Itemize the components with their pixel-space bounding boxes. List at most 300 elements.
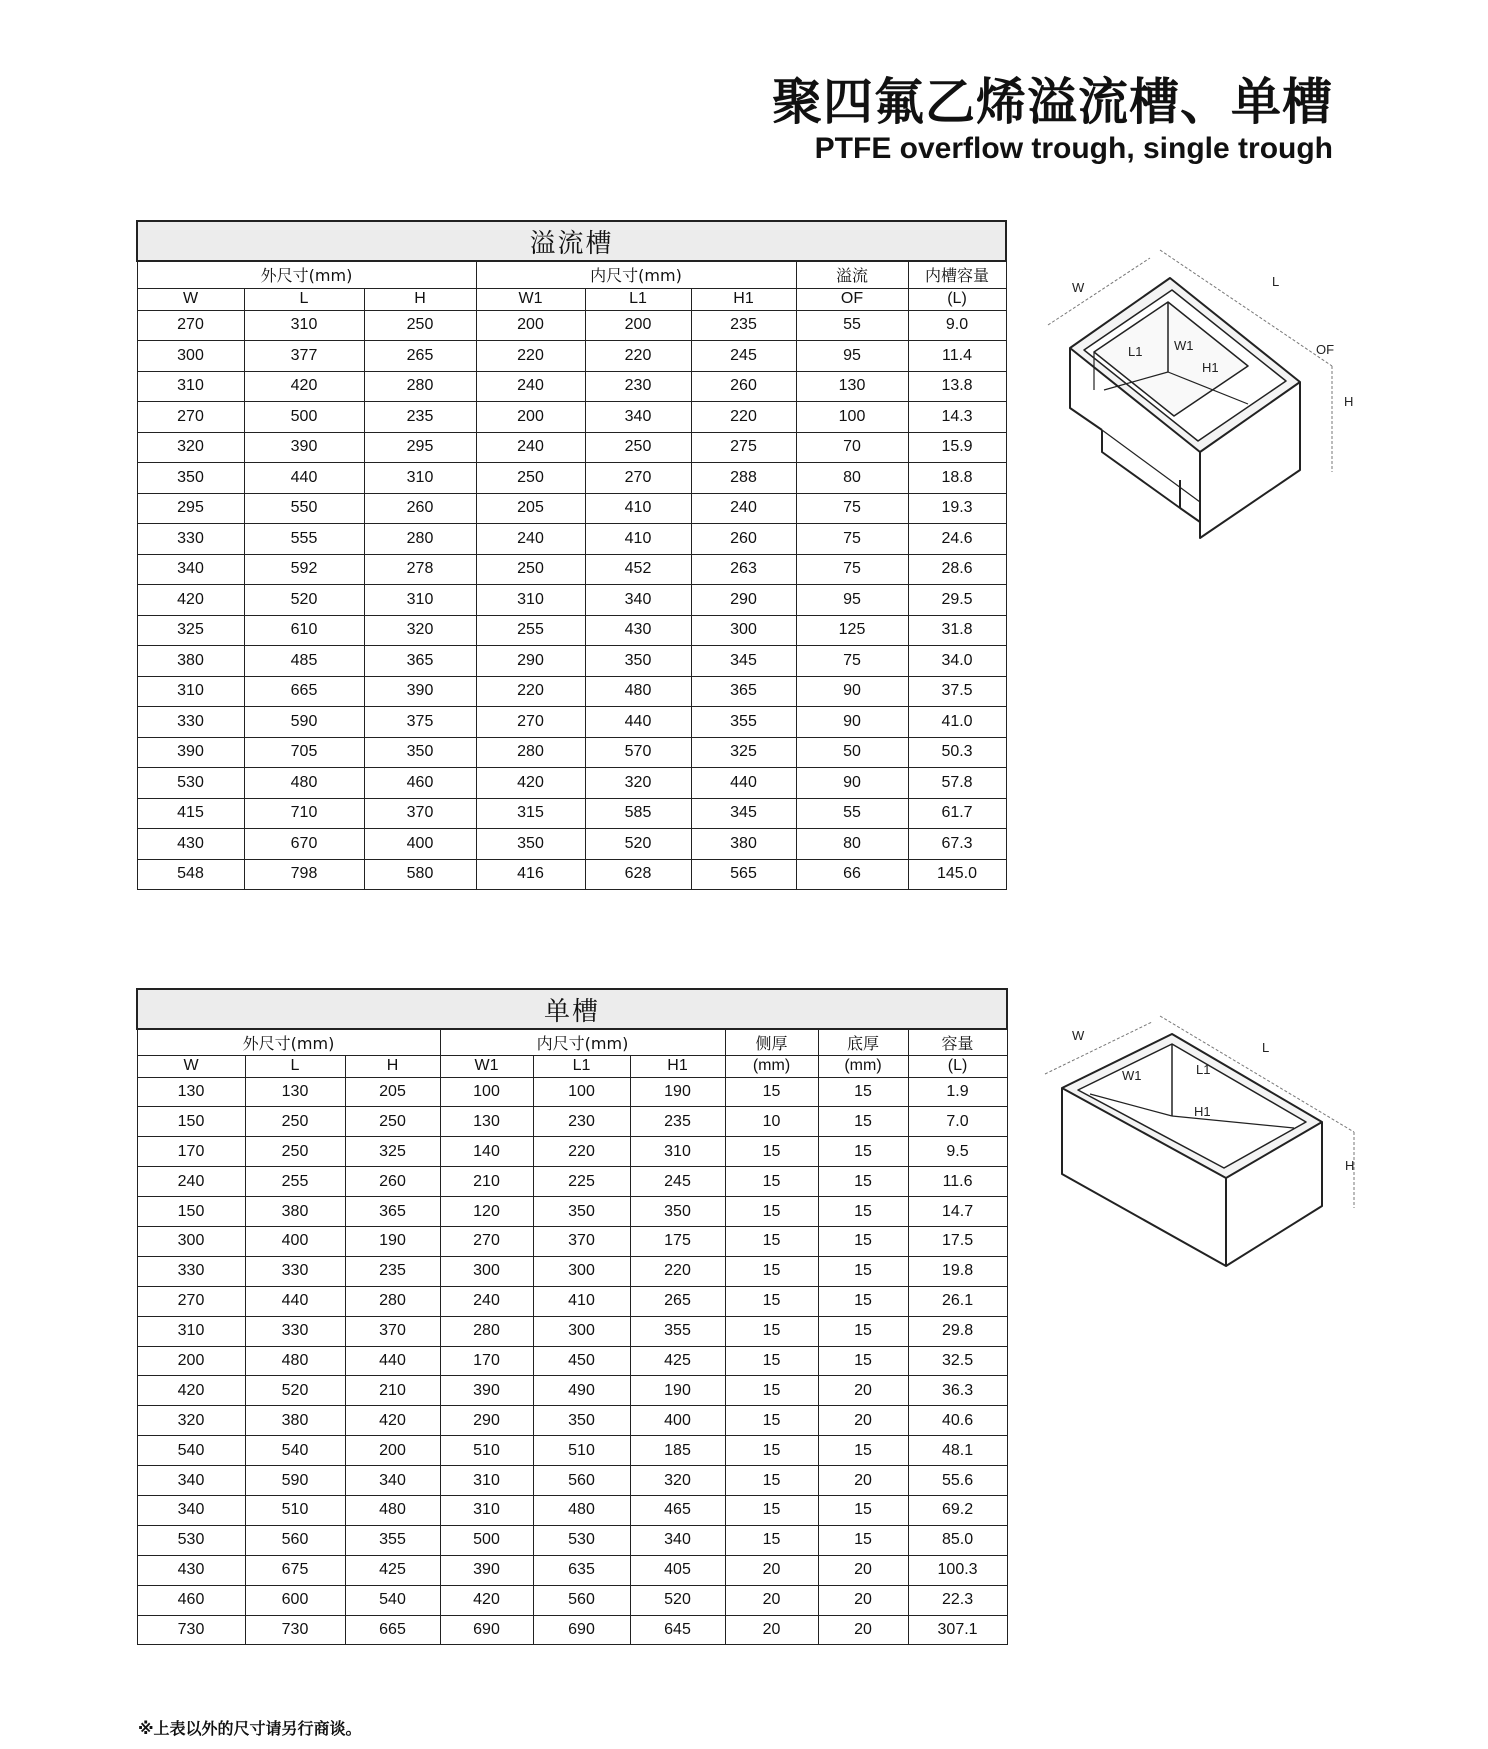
table-cell: 130	[137, 1077, 245, 1107]
table-cell: 20	[725, 1555, 818, 1585]
table-cell: 240	[476, 432, 585, 463]
table-cell: 15	[725, 1167, 818, 1197]
table-cell: 70	[796, 432, 908, 463]
table-cell: 670	[244, 829, 364, 860]
column-header-row	[137, 288, 1006, 310]
table-cell: 15	[818, 1107, 908, 1137]
table-cell: 340	[137, 554, 244, 585]
table-cell: 350	[476, 829, 585, 860]
table-cell: 20	[818, 1555, 908, 1585]
table-cell: 270	[585, 463, 691, 494]
table-cell: 250	[345, 1107, 440, 1137]
table-cell: 100	[796, 402, 908, 433]
table-cell: 235	[345, 1256, 440, 1286]
group-header-row	[137, 1029, 1007, 1055]
table-cell: 290	[691, 585, 796, 616]
table-cell: 130	[796, 371, 908, 402]
table-cell: 530	[533, 1525, 630, 1555]
table-cell: 340	[630, 1525, 725, 1555]
table-cell: 85.0	[908, 1525, 1007, 1555]
table-cell: 17.5	[908, 1226, 1007, 1256]
table-cell: 280	[440, 1316, 533, 1346]
table-cell: 10	[725, 1107, 818, 1137]
table-cell: 400	[630, 1406, 725, 1436]
table-cell: 190	[630, 1077, 725, 1107]
table-cell: 20	[725, 1585, 818, 1615]
diagram-label-w1: W1	[1174, 338, 1194, 353]
table-cell: 190	[345, 1226, 440, 1256]
table-cell: 585	[585, 798, 691, 829]
table-cell: 170	[440, 1346, 533, 1376]
group-header-row	[137, 261, 1006, 288]
table-cell: 288	[691, 463, 796, 494]
table-cell: 355	[345, 1525, 440, 1555]
table-cell: 15	[818, 1495, 908, 1525]
table-cell: 350	[630, 1197, 725, 1227]
table-cell: 235	[630, 1107, 725, 1137]
table-cell: 710	[244, 798, 364, 829]
table-cell: 14.3	[908, 402, 1006, 433]
column-header: H	[364, 288, 476, 310]
table-cell: 330	[137, 1256, 245, 1286]
table-cell: 185	[630, 1436, 725, 1466]
table-cell: 540	[345, 1585, 440, 1615]
table-cell: 370	[533, 1226, 630, 1256]
table-cell: 210	[345, 1376, 440, 1406]
group-header-inner: 内尺寸(mm)	[476, 261, 796, 288]
table-cell: 425	[345, 1555, 440, 1585]
table-row	[137, 1615, 1007, 1645]
page-title-cn: 聚四氟乙烯溢流槽、单槽	[772, 73, 1333, 131]
table-cell: 245	[691, 341, 796, 372]
table-row	[137, 1346, 1007, 1376]
table-cell: 80	[796, 463, 908, 494]
table-cell: 610	[244, 615, 364, 646]
table-cell: 330	[245, 1256, 345, 1286]
table-cell: 80	[796, 829, 908, 860]
table-row	[137, 554, 1006, 585]
table-cell: 240	[476, 524, 585, 555]
table-cell: 11.4	[908, 341, 1006, 372]
table-cell: 330	[137, 524, 244, 555]
table-cell: 55	[796, 798, 908, 829]
table-row	[137, 768, 1006, 799]
diagram-label-l: L	[1272, 274, 1280, 289]
table-cell: 430	[585, 615, 691, 646]
table-cell: 90	[796, 707, 908, 738]
table-cell: 200	[476, 310, 585, 341]
table-cell: 140	[440, 1137, 533, 1167]
table-cell: 225	[533, 1167, 630, 1197]
table-cell: 325	[345, 1137, 440, 1167]
table-cell: 560	[245, 1525, 345, 1555]
table-cell: 340	[585, 402, 691, 433]
table-cell: 450	[533, 1346, 630, 1376]
table-cell: 320	[585, 768, 691, 799]
table-cell: 235	[691, 310, 796, 341]
table-cell: 270	[440, 1226, 533, 1256]
column-header: L1	[533, 1055, 630, 1077]
table-cell: 7.0	[908, 1107, 1007, 1137]
group-header-capacity: 容量	[908, 1029, 1007, 1055]
table-cell: 245	[630, 1167, 725, 1197]
table-cell: 240	[440, 1286, 533, 1316]
table-cell: 15	[725, 1406, 818, 1436]
table-cell: 15	[818, 1525, 908, 1555]
group-header-inner: 内尺寸(mm)	[440, 1029, 725, 1055]
table-cell: 300	[533, 1316, 630, 1346]
group-header-overflow: 溢流	[796, 261, 908, 288]
table-cell: 13.8	[908, 371, 1006, 402]
table-cell: 320	[137, 432, 244, 463]
table-cell: 270	[476, 707, 585, 738]
table-cell: 350	[364, 737, 476, 768]
table-row	[137, 1316, 1007, 1346]
table-cell: 400	[364, 829, 476, 860]
table-cell: 600	[245, 1585, 345, 1615]
table-cell: 560	[533, 1585, 630, 1615]
table-cell: 540	[245, 1436, 345, 1466]
table-cell: 330	[137, 707, 244, 738]
table-cell: 355	[691, 707, 796, 738]
table-cell: 425	[630, 1346, 725, 1376]
table-cell: 440	[691, 768, 796, 799]
table-cell: 55	[796, 310, 908, 341]
table-cell: 278	[364, 554, 476, 585]
table-cell: 40.6	[908, 1406, 1007, 1436]
table-cell: 15	[725, 1346, 818, 1376]
table-cell: 220	[533, 1137, 630, 1167]
table-cell: 95	[796, 341, 908, 372]
table-cell: 95	[796, 585, 908, 616]
table-cell: 150	[137, 1107, 245, 1137]
table-row	[137, 493, 1006, 524]
table-cell: 500	[244, 402, 364, 433]
table-row	[137, 524, 1006, 555]
table-cell: 320	[630, 1466, 725, 1496]
table-cell: 420	[440, 1585, 533, 1615]
table-cell: 377	[244, 341, 364, 372]
table-cell: 350	[137, 463, 244, 494]
table-cell: 390	[137, 737, 244, 768]
table-row	[137, 1107, 1007, 1137]
table-cell: 310	[630, 1137, 725, 1167]
table-row	[137, 829, 1006, 860]
table-row	[137, 463, 1006, 494]
table-row	[137, 1495, 1007, 1525]
table-cell: 29.8	[908, 1316, 1007, 1346]
table-cell: 416	[476, 859, 585, 890]
diagram-label-h: H	[1345, 1158, 1355, 1173]
table-cell: 430	[137, 1555, 245, 1585]
table-cell: 15	[725, 1256, 818, 1286]
table-cell: 645	[630, 1615, 725, 1645]
diagram-label-w1: W1	[1122, 1068, 1142, 1083]
table-row	[137, 707, 1006, 738]
diagram-label-l1: L1	[1128, 344, 1143, 359]
table-cell: 690	[533, 1615, 630, 1645]
table-cell: 350	[585, 646, 691, 677]
table-cell: 240	[476, 371, 585, 402]
table-row	[137, 310, 1006, 341]
diagram-label-l: L	[1262, 1040, 1270, 1055]
table-row	[137, 859, 1006, 890]
table-cell: 57.8	[908, 768, 1006, 799]
table-cell: 370	[345, 1316, 440, 1346]
table-cell: 280	[364, 524, 476, 555]
table-cell: 265	[630, 1286, 725, 1316]
table-cell: 15	[725, 1316, 818, 1346]
table-cell: 380	[691, 829, 796, 860]
table-cell: 37.5	[908, 676, 1006, 707]
table-cell: 9.0	[908, 310, 1006, 341]
table-cell: 260	[691, 371, 796, 402]
table-row	[137, 1197, 1007, 1227]
table-cell: 100	[533, 1077, 630, 1107]
table-cell: 250	[476, 554, 585, 585]
table-cell: 11.6	[908, 1167, 1007, 1197]
column-header: L	[245, 1055, 345, 1077]
table-cell: 200	[476, 402, 585, 433]
table-cell: 798	[244, 859, 364, 890]
table-cell: 365	[345, 1197, 440, 1227]
table-cell: 260	[691, 524, 796, 555]
table-cell: 410	[585, 524, 691, 555]
table-caption-row	[137, 989, 1007, 1029]
table-row	[137, 371, 1006, 402]
table-cell: 61.7	[908, 798, 1006, 829]
table-cell: 635	[533, 1555, 630, 1585]
table-cell: 310	[364, 585, 476, 616]
table-cell: 420	[244, 371, 364, 402]
table-cell: 120	[440, 1197, 533, 1227]
diagram-label-w: W	[1072, 1028, 1085, 1043]
table-cell: 590	[244, 707, 364, 738]
table-cell: 36.3	[908, 1376, 1007, 1406]
table-cell: 220	[476, 341, 585, 372]
table-row	[137, 1137, 1007, 1167]
table-cell: 300	[440, 1256, 533, 1286]
table-cell: 255	[245, 1167, 345, 1197]
column-header-row	[137, 1055, 1007, 1077]
table-cell: 170	[137, 1137, 245, 1167]
table-cell: 565	[691, 859, 796, 890]
table-cell: 520	[244, 585, 364, 616]
table-row	[137, 402, 1006, 433]
table-cell: 485	[244, 646, 364, 677]
table-cell: 75	[796, 524, 908, 555]
diagram-label-h1: H1	[1194, 1104, 1211, 1119]
column-header: H1	[691, 288, 796, 310]
table-cell: 90	[796, 768, 908, 799]
table-cell: 325	[691, 737, 796, 768]
table-row	[137, 585, 1006, 616]
table-cell: 66	[796, 859, 908, 890]
table-cell: 410	[585, 493, 691, 524]
column-header: OF	[796, 288, 908, 310]
overflow-trough-table	[136, 220, 1007, 890]
table-cell: 205	[476, 493, 585, 524]
table-cell: 205	[345, 1077, 440, 1107]
table-cell: 15	[818, 1197, 908, 1227]
table-cell: 390	[244, 432, 364, 463]
table-cell: 15	[725, 1436, 818, 1466]
table-cell: 420	[137, 1376, 245, 1406]
table-cell: 500	[440, 1525, 533, 1555]
table-cell: 665	[244, 676, 364, 707]
table-cell: 15	[818, 1137, 908, 1167]
column-header: W	[137, 1055, 245, 1077]
column-header: (mm)	[725, 1055, 818, 1077]
table-cell: 310	[137, 676, 244, 707]
column-header: H1	[630, 1055, 725, 1077]
table-cell: 41.0	[908, 707, 1006, 738]
table-row	[137, 1167, 1007, 1197]
table-caption-row	[137, 221, 1006, 261]
table-cell: 350	[533, 1406, 630, 1436]
table-row	[137, 341, 1006, 372]
table-cell: 530	[137, 1525, 245, 1555]
table-cell: 300	[137, 1226, 245, 1256]
table-cell: 9.5	[908, 1137, 1007, 1167]
diagram-label-h1: H1	[1202, 360, 1219, 375]
table-cell: 730	[245, 1615, 345, 1645]
table-cell: 125	[796, 615, 908, 646]
table-cell: 440	[345, 1346, 440, 1376]
table-row	[137, 432, 1006, 463]
table-cell: 520	[585, 829, 691, 860]
table-cell: 15	[725, 1077, 818, 1107]
diagram-label-l1: L1	[1196, 1062, 1211, 1077]
table-cell: 290	[440, 1406, 533, 1436]
table-cell: 628	[585, 859, 691, 890]
table-cell: 345	[691, 646, 796, 677]
table-cell: 375	[364, 707, 476, 738]
table-cell: 32.5	[908, 1346, 1007, 1376]
table-cell: 350	[533, 1197, 630, 1227]
table-cell: 200	[585, 310, 691, 341]
table-cell: 430	[137, 829, 244, 860]
single-table-caption: 单槽	[137, 989, 1007, 1029]
table-cell: 15	[818, 1226, 908, 1256]
table-cell: 320	[137, 1406, 245, 1436]
table-cell: 590	[245, 1466, 345, 1496]
table-cell: 465	[630, 1495, 725, 1525]
column-header: (L)	[908, 288, 1006, 310]
table-cell: 400	[245, 1226, 345, 1256]
page-title-en: PTFE overflow trough, single trough	[814, 132, 1333, 165]
overflow-trough-diagram	[1040, 240, 1370, 560]
column-header: H	[345, 1055, 440, 1077]
group-header-outer: 外尺寸(mm)	[137, 261, 476, 288]
table-cell: 310	[440, 1495, 533, 1525]
table-cell: 260	[364, 493, 476, 524]
table-cell: 15	[818, 1346, 908, 1376]
table-cell: 345	[691, 798, 796, 829]
table-cell: 18.8	[908, 463, 1006, 494]
table-cell: 230	[533, 1107, 630, 1137]
table-cell: 340	[137, 1466, 245, 1496]
table-cell: 240	[691, 493, 796, 524]
table-cell: 440	[245, 1286, 345, 1316]
table-cell: 380	[245, 1406, 345, 1436]
footnote: ※上表以外的尺寸请另行商谈。	[138, 1719, 362, 1738]
table-cell: 592	[244, 554, 364, 585]
table-cell: 310	[244, 310, 364, 341]
column-header: L1	[585, 288, 691, 310]
table-row	[137, 1286, 1007, 1316]
table-cell: 460	[364, 768, 476, 799]
table-cell: 15	[725, 1286, 818, 1316]
table-cell: 100	[440, 1077, 533, 1107]
table-cell: 310	[364, 463, 476, 494]
table-row	[137, 1376, 1007, 1406]
table-cell: 19.8	[908, 1256, 1007, 1286]
table-cell: 130	[245, 1077, 345, 1107]
table-cell: 270	[137, 1286, 245, 1316]
table-cell: 20	[818, 1585, 908, 1615]
table-cell: 340	[585, 585, 691, 616]
table-cell: 90	[796, 676, 908, 707]
table-cell: 200	[345, 1436, 440, 1466]
table-cell: 295	[364, 432, 476, 463]
table-cell: 270	[137, 310, 244, 341]
table-cell: 15	[818, 1167, 908, 1197]
table-cell: 510	[245, 1495, 345, 1525]
table-cell: 150	[137, 1197, 245, 1227]
group-header-capacity: 内槽容量	[908, 261, 1006, 288]
table-cell: 270	[137, 402, 244, 433]
table-cell: 540	[137, 1436, 245, 1466]
table-cell: 570	[585, 737, 691, 768]
column-header: W1	[476, 288, 585, 310]
table-cell: 310	[137, 1316, 245, 1346]
table-cell: 420	[476, 768, 585, 799]
table-row	[137, 676, 1006, 707]
table-cell: 480	[533, 1495, 630, 1525]
table-cell: 250	[585, 432, 691, 463]
table-cell: 190	[630, 1376, 725, 1406]
table-cell: 15	[725, 1197, 818, 1227]
table-cell: 307.1	[908, 1615, 1007, 1645]
table-cell: 26.1	[908, 1286, 1007, 1316]
table-cell: 415	[137, 798, 244, 829]
table-cell: 275	[691, 432, 796, 463]
table-cell: 20	[818, 1615, 908, 1645]
table-cell: 24.6	[908, 524, 1006, 555]
diagram-label-h: H	[1344, 394, 1354, 409]
table-cell: 420	[137, 585, 244, 616]
table-cell: 390	[440, 1555, 533, 1585]
table-cell: 230	[585, 371, 691, 402]
table-cell: 280	[476, 737, 585, 768]
column-header: L	[244, 288, 364, 310]
table-row	[137, 737, 1006, 768]
table-cell: 280	[364, 371, 476, 402]
table-cell: 310	[440, 1466, 533, 1496]
table-cell: 310	[476, 585, 585, 616]
group-header-outer: 外尺寸(mm)	[137, 1029, 440, 1055]
table-cell: 380	[245, 1197, 345, 1227]
table-row	[137, 798, 1006, 829]
table-row	[137, 615, 1006, 646]
table-cell: 15	[725, 1525, 818, 1555]
table-row	[137, 1256, 1007, 1286]
table-cell: 320	[364, 615, 476, 646]
table-cell: 295	[137, 493, 244, 524]
table-cell: 255	[476, 615, 585, 646]
table-cell: 365	[364, 646, 476, 677]
